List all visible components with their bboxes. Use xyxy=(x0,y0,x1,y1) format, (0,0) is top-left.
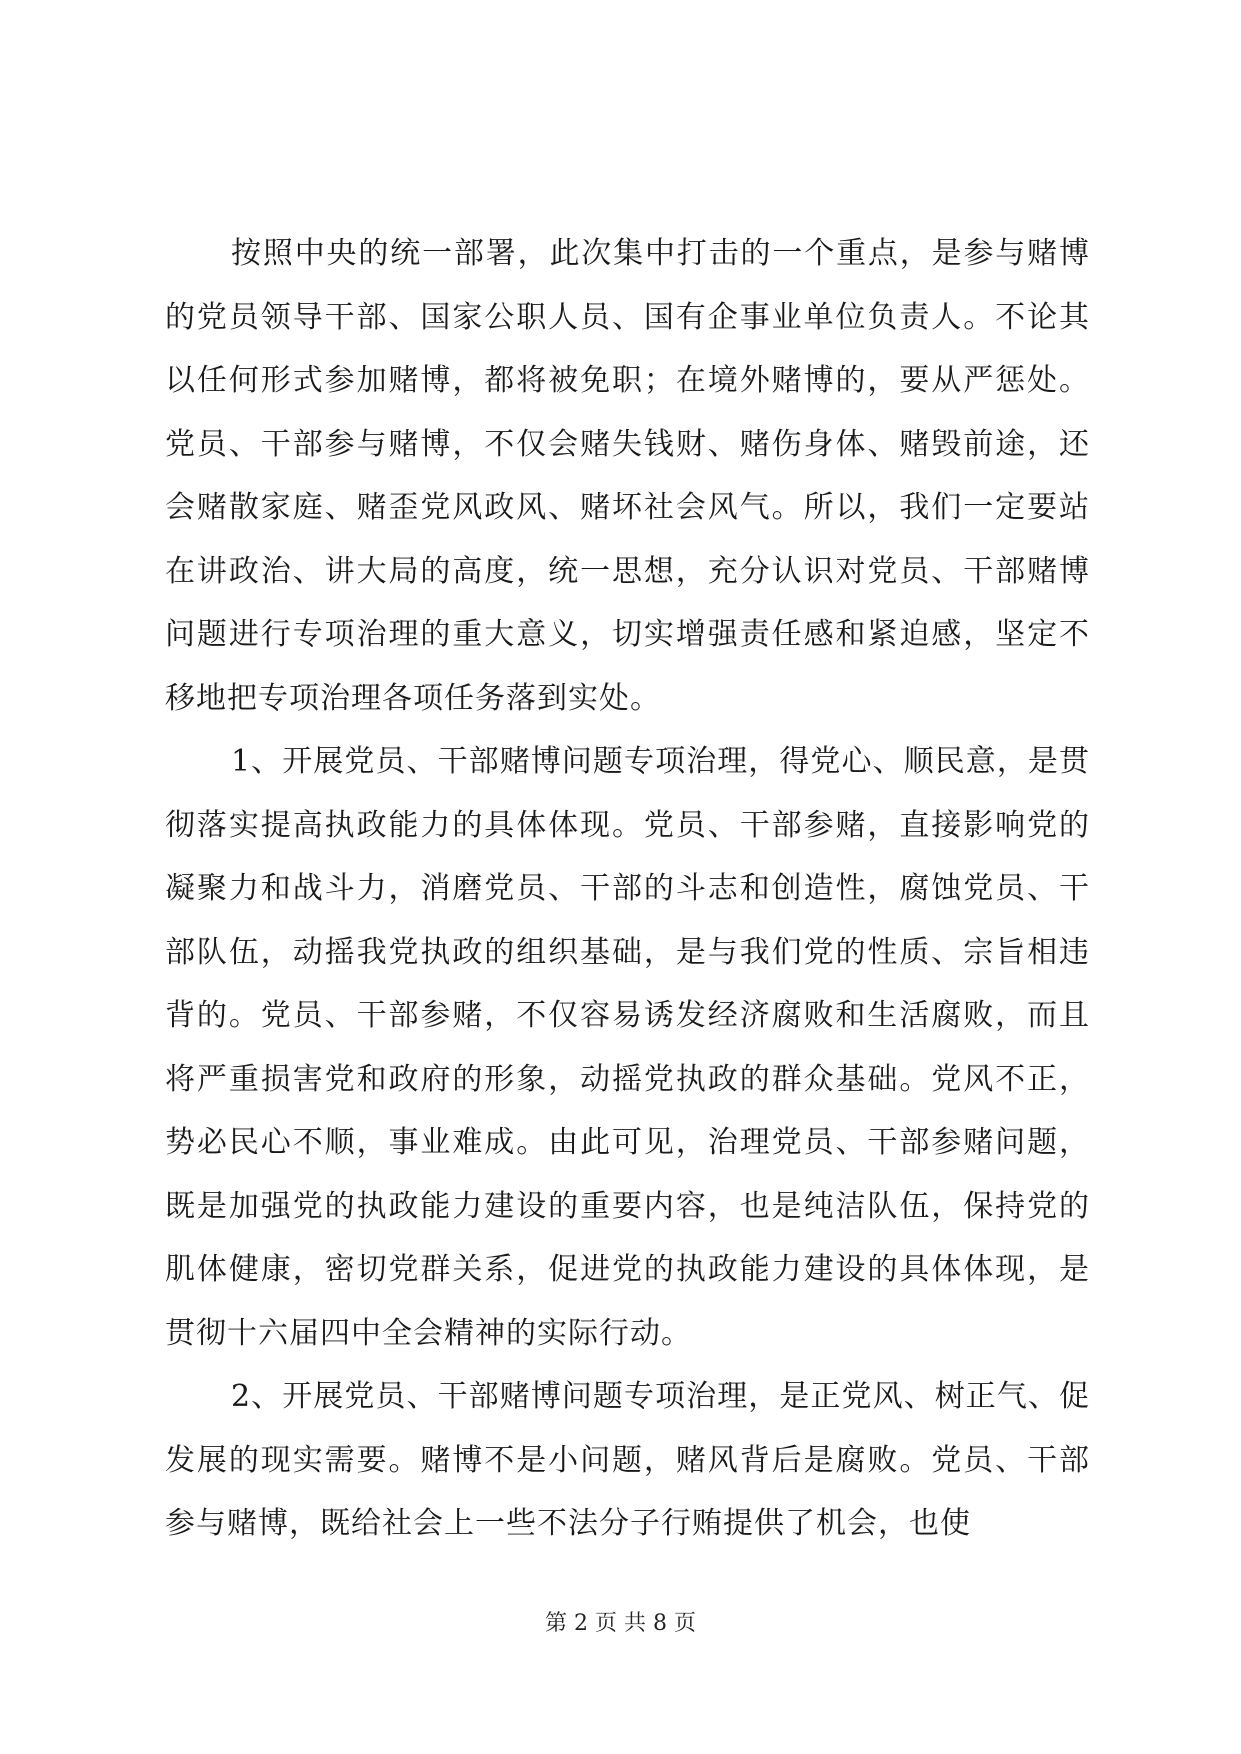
paragraph-point-2: 2、开展党员、干部赌博问题专项治理，是正党风、树正气、促发展的现实需要。赌博不是小问题，赌风背后是腐败。党员、干部参与赌博，既给社会上一些不法分子行贿提供了机会，也使 xyxy=(165,1379,1090,1541)
paragraph-point-1: 1、开展党员、干部赌博问题专项治理，得党心、顺民意，是贯彻落实提高执政能力的具体体现。党员、干部参赌，直接影响党的凝聚力和战斗力，消磨党员、干部的斗志和创造性，腐蚀党员、干部队伍，动摇我党执政的组织基础，是与我们党的性质、宗旨相违背的。党员、干部参赌，不仅容易诱发经济腐败和生活腐败，而且将严重损害党和政府的形象，动摇党执政的群众基础。党风不正，势必民心不顺，事业难成。由此可见，治理党员、干部参赌问题，既是加强党的执政能力建设的重要内容，也是纯洁队伍，保持党的肌体健康，密切党群关系，促进党的执政能力建设的具体体现，是贯彻十六届四中全会精神的实际行动。 xyxy=(165,744,1090,1351)
document-body xyxy=(165,222,1090,1556)
paragraph-intro: 按照中央的统一部署，此次集中打击的一个重点，是参与赌博的党员领导干部、国家公职人员、国有企事业单位负责人。不论其以任何形式参加赌博，都将被免职；在境外赌博的，要从严惩处。党员、干部参与赌博，不仅会赌失钱财、赌伤身体、赌毁前途，还会赌散家庭、赌歪党风政风、赌坏社会风气。所以，我们一定要站在讲政治、讲大局的高度，统一思想，充分认识对党员、干部赌博问题进行专项治理的重大意义，切实增强责任感和紧迫感，坚定不移地把专项治理各项任务落到实处。 xyxy=(165,236,1090,716)
page-number-footer: 第 2 页 共 8 页 xyxy=(545,1611,696,1636)
